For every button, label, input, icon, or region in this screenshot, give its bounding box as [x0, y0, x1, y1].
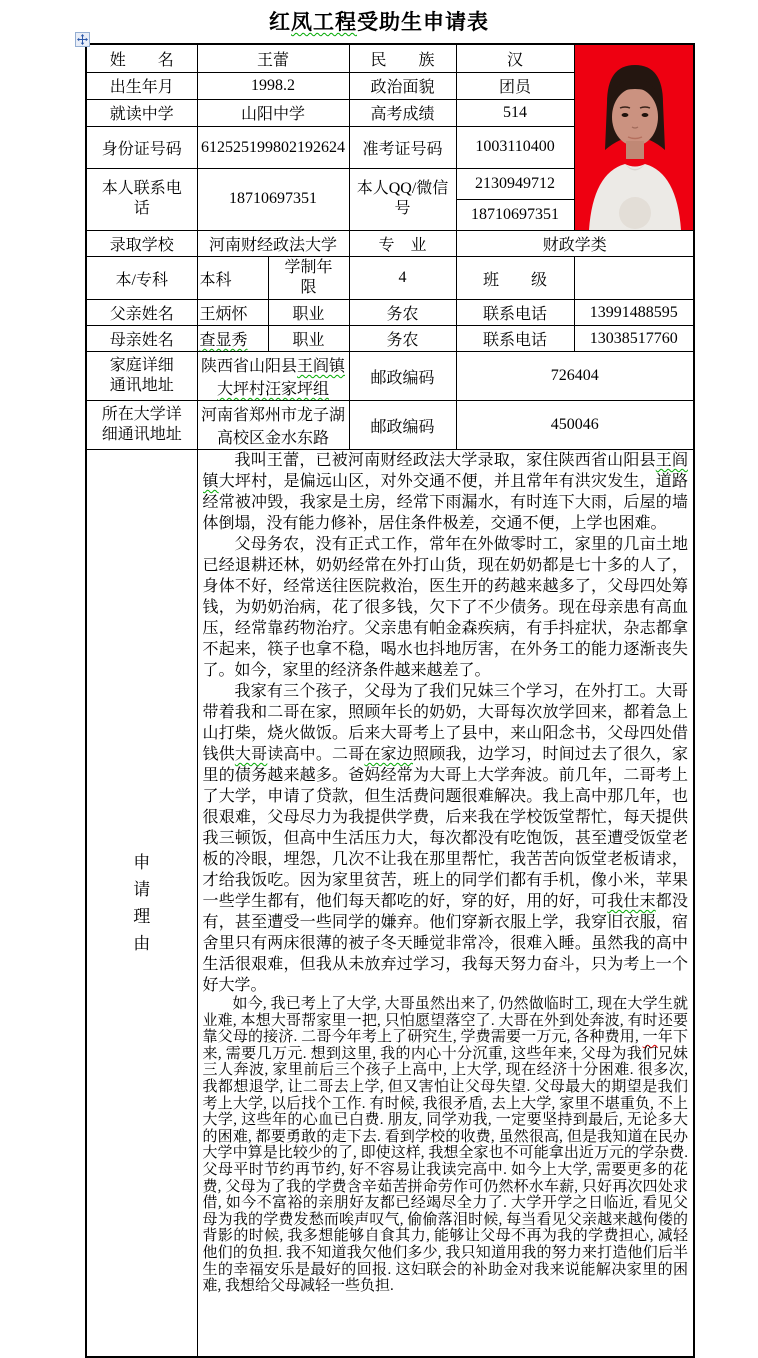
birth-value: 1998.2 — [197, 72, 349, 99]
home-zip-label: 邮政编码 — [349, 352, 456, 401]
row-mother — [86, 326, 694, 352]
name-label: 姓 名 — [86, 44, 197, 72]
university-zip-label: 邮政编码 — [349, 401, 456, 450]
application-form-table — [85, 43, 695, 1358]
university-address-label: 所在大学详细通讯地址 — [86, 401, 197, 450]
row-father — [86, 300, 694, 326]
mother-tel-label: 联系电话 — [456, 326, 574, 352]
high-school-label: 就读中学 — [86, 99, 197, 126]
class-label: 班 级 — [456, 257, 574, 300]
ethnicity-value: 汉 — [456, 44, 574, 72]
exam-ticket-label: 准考证号码 — [349, 126, 456, 168]
admitted-school-value: 河南财经政法大学 — [197, 231, 349, 257]
degree-label: 本/专科 — [86, 257, 197, 300]
four-arrows-icon — [77, 34, 88, 45]
home-address-label: 家庭详细通讯地址 — [86, 352, 197, 401]
father-job-value: 务农 — [349, 300, 456, 326]
birth-label: 出生年月 — [86, 72, 197, 99]
university-address-value: 河南省郑州市龙子湖高校区金水东路 — [197, 401, 349, 450]
mother-name-value: 查显秀 — [197, 326, 268, 352]
wechat-value: 18710697351 — [456, 200, 574, 231]
political-label: 政治面貌 — [349, 72, 456, 99]
degree-value: 本科 — [197, 257, 268, 300]
high-school-value: 山阳中学 — [197, 99, 349, 126]
gaokao-label: 高考成绩 — [349, 99, 456, 126]
row-reason — [86, 450, 694, 1358]
qq-wechat-label: 本人QQ/微信号 — [349, 168, 456, 231]
exam-ticket-value: 1003110400 — [456, 126, 574, 168]
class-value — [574, 257, 694, 300]
id-number-value: 612525199802192624 — [197, 126, 349, 168]
phone-value: 18710697351 — [197, 168, 349, 231]
row-name-ethnicity — [86, 44, 694, 72]
mother-job-value: 务农 — [349, 326, 456, 352]
university-zip-value: 450046 — [456, 401, 694, 450]
row-university-address — [86, 401, 694, 450]
ethnicity-label: 民 族 — [349, 44, 456, 72]
major-label: 专 业 — [349, 231, 456, 257]
duration-label: 学制年限 — [268, 257, 349, 300]
home-address-value: 陕西省山阳县王阎镇大坪村汪家坪组 — [197, 352, 349, 401]
row-admission — [86, 231, 694, 257]
gaokao-value: 514 — [456, 99, 574, 126]
father-tel-value: 13991488595 — [574, 300, 694, 326]
qq-value: 2130949712 — [456, 168, 574, 200]
page-title: 红凤工程受助生申请表 — [269, 11, 489, 34]
row-degree — [86, 257, 694, 300]
name-value: 王蕾 — [197, 44, 349, 72]
home-zip-value: 726404 — [456, 352, 694, 401]
reason-paragraphs: 我叫王蕾，已被河南财经政法大学录取，家住陕西省山阳县王阎镇大坪村，是偏远山区，对外交通不便，并且常年有洪灾发生，道路经常被冲毁，我家是土房，经常下雨漏水，有时连下大雨，后屋的墙体倒塌，没有能力修补，居住条件极差，交通不便，上学也困难。 父母务农，没有正式工作，常年在外做零时工，家里的几亩土地已经退耕还林，奶奶经常在外打山货，现在奶奶都是七十多的人了，身体不好，经常送往医院救治，医生开的药越来越多了，父母四处筹钱，为奶奶治病，花了很多钱，欠下了不少债务。现在母亲患有高血压，经常靠药物治疗。父亲患有帕金森疾病，有手抖症状，杂志都拿不起来，筷子也拿不稳，喝水也抖地厉害，在外务工的能力逐渐丧失了。如今，家里的经济条件越来越差了。 我家有三个孩子，父母为了我们兄妹三个学习，在外打工。大哥带着我和二哥在家，照顾年长的奶奶，大哥每次放学回来，都着急上山打柴，烧火做饭。后来大哥考上了县中，来山阳念书，父母四处借钱供大哥读高中。二哥在家边照顾我，边学习，时间过去了很久，家里的债务越来越多。爸妈经常为大哥上大学奔波。前几年，二哥考上了大学，申请了贷款，但生活费问题很难解决。我上高中那几年，也很艰难，父母尽力为我提供学费，后来我在学校饭堂帮忙，每天提供我三顿饭，但高中生活压力大，每次都没有吃饱饭，甚至遭受饭堂老板的冷眼，埋怨，几次不让我在那里帮忙，我苦苦向饭堂老板请求，才给我饭吃。因为家里贫苦，班上的同学们都有手机，像小米，苹果一些学生都有，他们每天都吃的好，穿的好，用的好，可我仕末都没有，甚至遭受一些同学的嫌弃。他们穿新衣服上学，我穿旧衣服，宿舍里只有两床很薄的被子冬天睡觉非常冷，很难入睡。虽然我的高中生活很艰难，但我从未放弃过学习，我每天努力奋斗，只为考上一个好大学。 如今, 我已考上了大学, 大哥虽然出来了, 仍然做临时工, 现在大学生就业难, 本想大哥帮家里一把, 只怕愿望落空了. 大哥在外到处奔波, 有时还要靠父母的接济. 二哥今年考上了研究生, 学费需要一万元, 各种费用, 一年下来, 需要几万元. 想到这里, 我的内心十分沉重, 这些年来, 父母为我们兄妹三人奔波, 家里前后三个孩子上高中, 上大学, 现在经济十分困难. 很多次, 我都想退学, 让二哥去上学, 但又害怕让父母失望. 父母最大的期望是我们考上大学, 以后找个工作. 有时候, 我很矛盾, 去上大学, 家里不堪重负, 不上大学, 这些年的心血已白费. 朋友, 同学劝我, 一定要坚持到最后, 无论多大的困难, 都要勇敢的走下去. 看到学校的收费, 虽然很高, 但是我知道在民办大学中算是比较少的了, 即使这样, 我想全家也不可能拿出近万元的学杂费. 父母平时节约再节约, 好不容易让我读完高中. 如今上大学, 需要更多的花费, 父母为了我的学费含辛茹苦拼命劳作可仍然杯水车薪, 只好再次四处求借, 如今不富裕的亲朋好友都已经竭尽全力了. 大学开学之日临近, 看见父母为我的学费发愁而唉声叹气, 偷偷落泪时候, 每当看见父亲越来越佝偻的背影的时候, 我多想能够自食其力, 能够让父母不再为我的学费担心, 减轻他们的负担. 我不知道我欠他们多少, 我只知道用我的努力来打造他们后半生的幸福安乐是最好的回报. 这妇联会的补助金对我来说能解决家里的困难, 我想给父母减轻一些负担. — [202, 452, 689, 1295]
father-name-label: 父亲姓名 — [86, 300, 197, 326]
mother-tel-value: 13038517760 — [574, 326, 694, 352]
id-photo — [574, 44, 694, 231]
major-value: 财政学类 — [456, 231, 694, 257]
admitted-school-label: 录取学校 — [86, 231, 197, 257]
father-job-label: 职业 — [268, 300, 349, 326]
father-tel-label: 联系电话 — [456, 300, 574, 326]
reason-label: 申请理由 — [86, 450, 197, 1358]
mother-job-label: 职业 — [268, 326, 349, 352]
row-home-address — [86, 352, 694, 401]
political-value: 团员 — [456, 72, 574, 99]
phone-label: 本人联系电话 — [86, 168, 197, 231]
reason-text — [197, 450, 694, 1358]
father-name-value: 王炳怀 — [197, 300, 268, 326]
mother-name-label: 母亲姓名 — [86, 326, 197, 352]
duration-value: 4 — [349, 257, 456, 300]
table-move-handle-icon[interactable] — [75, 32, 90, 47]
id-number-label: 身份证号码 — [86, 126, 197, 168]
portrait-photo-image — [575, 45, 695, 230]
